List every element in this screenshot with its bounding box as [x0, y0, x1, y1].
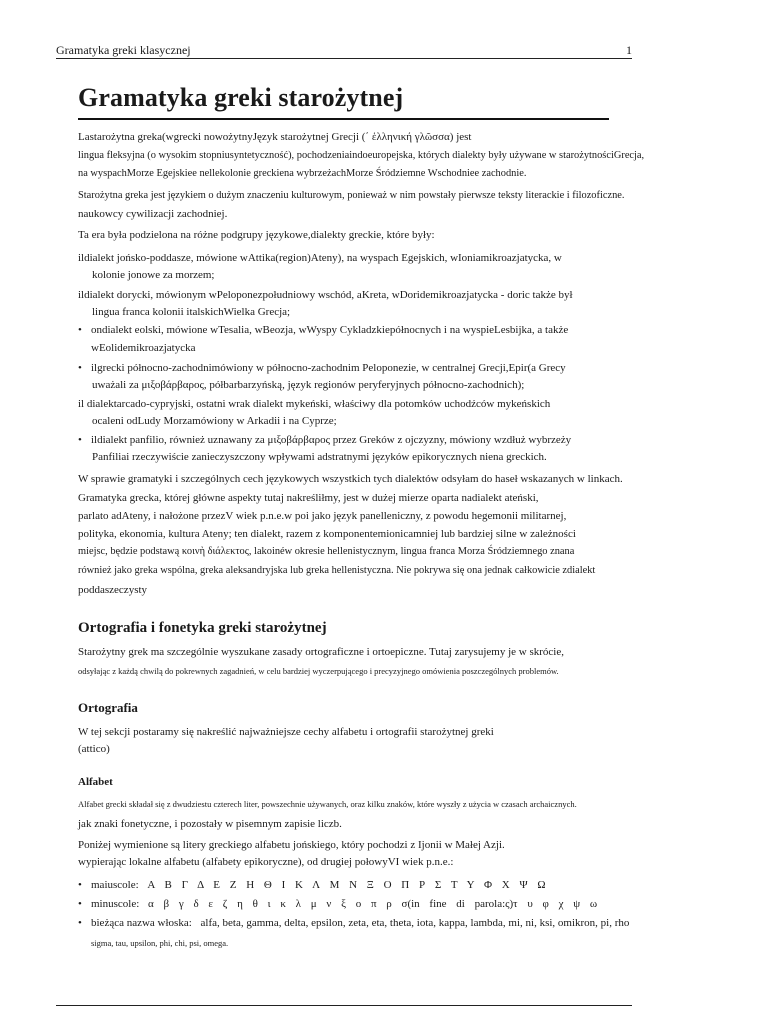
- majuscule-label: maiuscole:: [91, 879, 139, 891]
- names-bullet: [91, 916, 629, 930]
- dialect-line: lingua franca kolonii italskichWielka Grecja;: [92, 306, 291, 318]
- majuscule-letters: Α Β Γ Δ Ε Ζ Η Θ Ι Κ Λ Μ Ν Ξ Ο Π Ρ Σ Τ Υ Φ Χ Ψ Ω: [147, 879, 546, 891]
- paragraph-line: Gramatyka grecka, której główne aspekty tutaj nakreśliłmy, jest w dużej mierze oparta nadialekt ateński,: [78, 492, 539, 504]
- dialect-line: il dialektarcado-cypryjski, ostatni wrak dialekt mykeński, właściwy dla potomków uchodźców mykeńskich: [78, 398, 551, 410]
- title-underline: [78, 118, 609, 120]
- running-header: [56, 43, 632, 59]
- section-line: Alfabet grecki składał się z dwudziestu czterech liter, powszechnie używanych, oraz kilku znaków, które wyszły z użycia w czasach archaicznych.: [78, 799, 577, 809]
- paragraph-line: miejsc, będzie podstawą κοινὴ διάλεκτος, lakoinéw okresie hellenistycznym, lingua franca Morza Śródziemnego znana: [78, 546, 575, 557]
- paragraph-line: polityka, ekonomia, kultura Ateny; ten dialekt, razem z komponentemionicamniej lub bardziej silne w zależności: [78, 528, 576, 540]
- section-line: odsyłając z każdą chwilą do pokrewnych zagadnień, w celu bardziej wyczerpującego i precyzyjnego omówienia poszczególnych problemów.: [78, 666, 559, 676]
- dialect-bullet: • ilgrecki północno-zachodnimówiony w północno-zachodnim Peloponezie, w centralnej Grecji,Epir(a Grecy: [91, 361, 566, 375]
- dialect-line: Panfiliai rzeczywiście zanieczyszczony wpływami adstratnymi języków epikorycznych niena greckich.: [92, 451, 547, 463]
- dialect-line: kolonie jonowe za morzem;: [92, 269, 215, 281]
- dialect-bullet: • ildialekt panfilio, również uznawany za μιξοβάρβαρος przez Greków z ojczyzny, mówiony wzdłuż wybrzeży: [91, 433, 571, 447]
- section-line: W tej sekcji postaramy się nakreślić najważniejsze cechy alfabetu i ortografii starożytnej greki: [78, 726, 494, 738]
- section-heading-orthography: Ortografia: [78, 700, 138, 715]
- dialect-bullet: • ondialekt eolski, mówione wTesalia, wBeozja, wWyspy Cykladzkiepółnocnych i na wyspieLesbijka, a także: [91, 323, 568, 337]
- names-line-continuation: sigma, tau, upsilon, phi, chi, psi, omega.: [91, 938, 229, 948]
- section-line: jak znaki fonetyczne, i pozostały w pisemnym zapisie liczb.: [78, 818, 342, 830]
- section-line: Poniżej wymienione są litery greckiego alfabetu jońskiego, który pochodzi z Ijonii w Małej Azji.: [78, 839, 505, 851]
- intro-line: na wyspachMorze Egejskiee nellekolonie greckiena wybrzeżachMorze Śródziemne Wschodniee zachodnie.: [78, 168, 527, 179]
- minuscule-letters: α β γ δ ε ζ η θ ι κ λ μ ν ξ ο π ρ σ(in fine di parola:ς)τ υ φ χ ψ ω: [148, 898, 598, 910]
- minuscule-bullet: [91, 897, 597, 911]
- footer-rule: [56, 1005, 632, 1006]
- section-line: wypierając lokalne alfabetu (alfabety epikoryczne), od drugiej połowyVI wiek p.n.e.:: [78, 856, 454, 868]
- paragraph-line: również jako greka wspólna, greka aleksandryjska lub greka hellenistyczna. Nie pokrywa się ona jednak całkowicie zdialekt: [78, 565, 596, 576]
- intro-line: Ta era była podzielona na różne podgrupy językowe,dialekty greckie, które były:: [78, 229, 435, 241]
- majuscule-bullet: [91, 878, 546, 892]
- intro-line: Lastarożytna greka(wgrecki nowożytnyJęzyk starożytnej Grecji (΄ ἑλληνική γλῶσσα) jest: [78, 131, 472, 143]
- page-title: Gramatyka greki starożytnej: [78, 83, 404, 112]
- header-rule: [56, 58, 632, 59]
- dialect-line: wEolidemikroazjatycka: [91, 342, 196, 354]
- intro-line: lingua fleksyjna (o wysokim stopniusyntetyczność), pochodzeniaindoeuropejska, których dialekty były używane w starożytnościGrecja,: [78, 150, 645, 161]
- paragraph-line: poddaszeczysty: [78, 584, 148, 596]
- dialect-line: uważali za μιξοβάρβαρος, półbarbarzyńską, język regionów peryferyjnych północno-zachodnich);: [92, 379, 525, 391]
- names-line: alfa, beta, gamma, delta, epsilon, zeta, eta, theta, iota, kappa, lambda, mi, ni, ksi, omikron, pi, rho: [200, 917, 630, 929]
- section-heading-alphabet: Alfabet: [78, 776, 113, 788]
- intro-line: Starożytna greka jest językiem o dużym znaczeniu kulturowym, ponieważ w nim powstały pierwsze teksty literackie i filozoficzne.: [78, 190, 625, 201]
- paragraph-line: parlato adAteny, i nałożone przezV wiek p.n.e.w poi jako język panelleniczny, z powodu hegemonii militarnej,: [78, 510, 567, 522]
- intro-line: naukowcy cywilizacji zachodniej.: [78, 208, 228, 220]
- dialect-line: ildialekt dorycki, mówionym wPeloponezpołudniowy wschód, aKreta, wDoridemikroazjatycka - doric także był: [78, 289, 573, 301]
- dialect-line: ocaleni odLudy Morzamówiony w Arkadii i na Cyprze;: [92, 415, 337, 427]
- section-heading-orthography-phonetics: Ortografia i fonetyka greki starożytnej: [78, 620, 327, 636]
- paragraph-line: W sprawie gramatyki i szczególnych cech językowych wszystkich tych dialektów odsyłam do haseł wskazanych w linkach.: [78, 473, 623, 485]
- page-number: 1: [626, 43, 632, 57]
- minuscule-label: minuscole:: [91, 898, 140, 910]
- running-title: Gramatyka greki klasycznej: [56, 43, 191, 57]
- section-line: Starożytny grek ma szczególnie wyszukane zasady ortograficzne i ortoepiczne. Tutaj zarysujemy je w skrócie,: [78, 646, 564, 658]
- section-line: (attico): [78, 743, 110, 755]
- names-label: bieżąca nazwa włoska:: [91, 917, 192, 929]
- dialect-line: ildialekt jońsko-poddasze, mówione wAttika(region)Ateny), na wyspach Egejskich, wIoniamikroazjatycka, w: [78, 252, 562, 264]
